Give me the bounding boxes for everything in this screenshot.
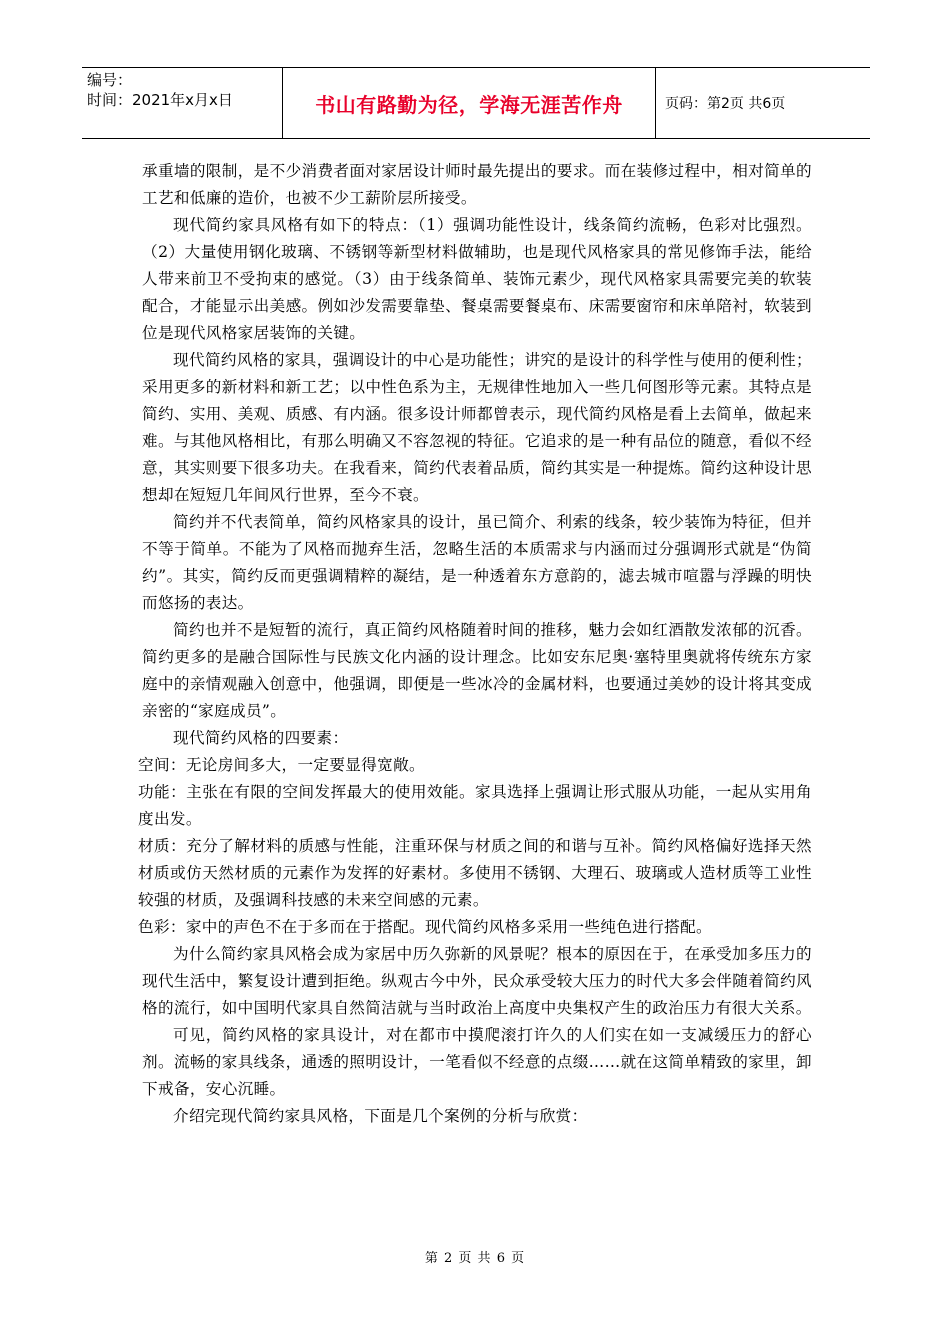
paragraph: 承重墙的限制，是不少消费者面对家居设计师时最先提出的要求。而在装修过程中，相对简单的工艺和低廉的造价，也被不少工薪阶层所接受。 [142, 162, 812, 207]
paragraph: 现代简约风格的家具，强调设计的中心是功能性；讲究的是设计的科学性与使用的便利性；采用更多的新材料和新工艺；以中性色系为主，无规律性地加入一些几何图形等元素。其特点是简约、实用、美观、质感、有内涵。很多设计师都曾表示，现代简约风格是看上去简单，做起来难。与其他风格相比，有那么明确又不容忽视的特征。它追求的是一种有品位的随意，看似不经意，其实则要下很多功夫。在我看来，简约代表着品质，简约其实是一种提炼。简约这种设计思想却在短短几年间风行世界，至今不衰。 [142, 351, 812, 504]
list-item: 色彩：家中的声色不在于多而在于搭配。现代简约风格多采用一些纯色进行搭配。 [138, 918, 712, 936]
paragraph: 现代简约家具风格有如下的特点：（1）强调功能性设计，线条简约流畅，色彩对比强烈。（2）大量使用钢化玻璃、不锈钢等新型材料做辅助，也是现代风格家具的常见修饰手法，能给人带来前卫不受拘束的感觉。（3）由于线条简单、装饰元素少，现代风格家具需要完美的软装配合，才能显示出美感。例如沙发需要靠垫、餐桌需要餐桌布、床需要窗帘和床单陪衬，软装到位是现代风格家居装饰的关键。 [142, 216, 812, 342]
document-number-label: 编号： [87, 71, 133, 89]
document-body [138, 158, 812, 1130]
paragraph: 简约也并不是短暂的流行，真正简约风格随着时间的推移，魅力会如红酒散发浓郁的沉香。简约更多的是融合国际性与民族文化内涵的设计理念。比如安东尼奥·塞特里奥就将传统东方家庭中的亲情观融入创意中，他强调，即便是一些冰冷的金属材料，也要通过美妙的设计将其变成亲密的“家庭成员”。 [142, 621, 812, 720]
paragraph: 现代简约风格的四要素： [173, 729, 349, 747]
page-footer: 第 2 页 共 6 页 [424, 1251, 526, 1266]
list-item: 材质：充分了解材料的质感与性能，注重环保与材质之间的和谐与互补。简约风格偏好选择天然材质或仿天然材质的元素作为发挥的好素材。多使用不锈钢、大理石、玻璃或人造材质等工业性较强的材质，及强调科技感的未来空间感的元素。 [138, 837, 812, 909]
paragraph: 为什么简约家具风格会成为家居中历久弥新的风景呢？根本的原因在于，在承受加多压力的现代生活中，繁复设计遭到拒绝。纵观古今中外，民众承受较大压力的时代大多会伴随着简约风格的流行，如中国明代家具自然简洁就与当时政治上高度中央集权产生的政治压力有很大关系。 [142, 945, 812, 1017]
list-item: 功能：主张在有限的空间发挥最大的使用效能。家具选择上强调让形式服从功能，一起从实用角度出发。 [138, 783, 812, 828]
page-header [82, 67, 870, 139]
header-page-number: 页码：第2页 共6页 [665, 96, 786, 112]
header-divider [655, 68, 656, 138]
paragraph: 简约并不代表简单，简约风格家具的设计，虽已简介、利索的线条，较少装饰为特征，但并不等于简单。不能为了风格而抛弃生活，忽略生活的本质需求与内涵而过分强调形式就是“伪简约”。其实，简约反而更强调精粹的凝结，是一种透着东方意韵的，滤去城市喧嚣与浮躁的明快而悠扬的表达。 [142, 513, 812, 612]
header-motto: 书山有路勤为径，学海无涯苦作舟 [315, 92, 623, 117]
paragraph: 介绍完现代简约家具风格，下面是几个案例的分析与欣赏： [173, 1107, 588, 1125]
header-info [87, 70, 287, 110]
list-item: 空间：无论房间多大，一定要显得宽敞。 [138, 756, 425, 774]
paragraph: 可见，简约风格的家具设计，对在都市中摸爬滚打许久的人们实在如一支减缓压力的舒心剂。流畅的家具线条，通透的照明设计，一笔看似不经意的点缀……就在这简单精致的家里，卸下戒备，安心沉睡。 [142, 1026, 812, 1098]
document-date-label: 时间：2021年x月x日 [87, 91, 233, 109]
